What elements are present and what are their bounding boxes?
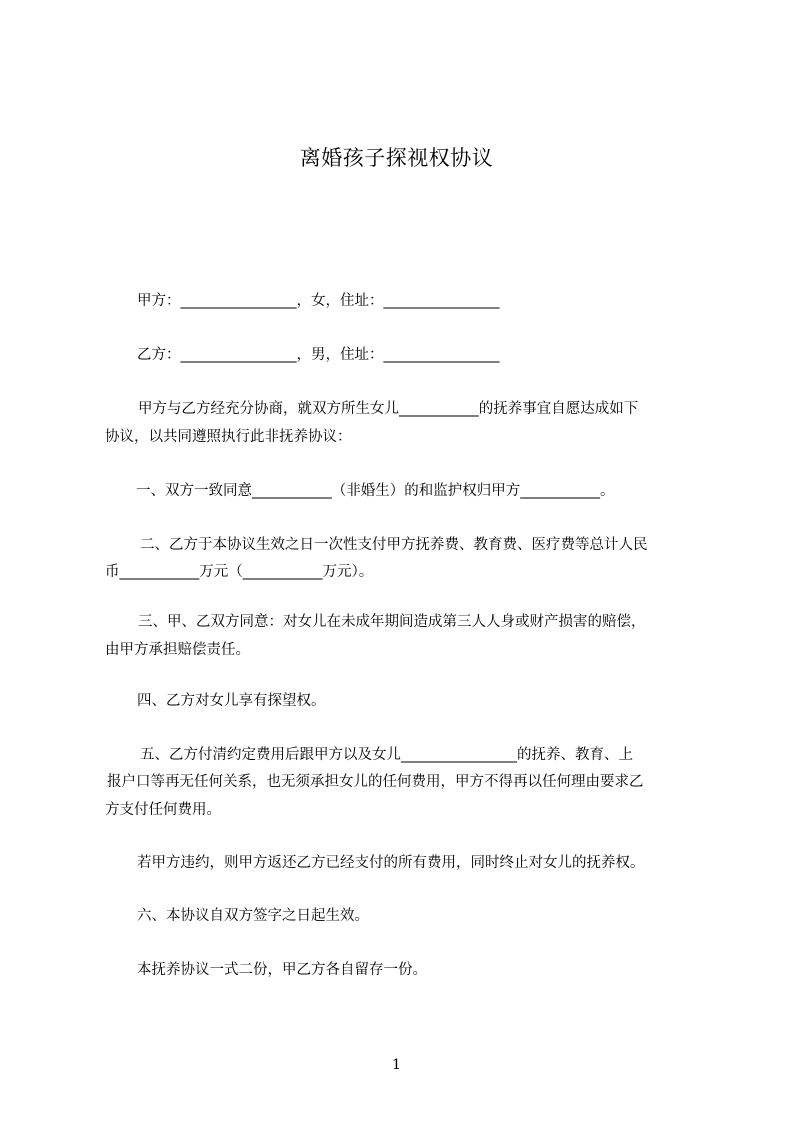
clause-6: 六、本协议自双方签字之日起生效。 [137,908,369,924]
clause-5-line-2: 报户口等再无任何关系，也无须承担女儿的任何费用，甲方不得再以任何理由要求乙 [107,774,644,790]
clause-2-line-2: 币___________万元（___________万元）。 [105,564,374,580]
clause-2-line-1: 二、乙方于本协议生效之日一次性支付甲方抚养费、教育费、医疗费等总计人民 [140,537,648,553]
intro-paragraph-line-1: 甲方与乙方经充分协商，就双方所生女儿___________的抚养事宜自愿达成如下 [138,401,639,417]
clause-5-line-3: 方支付任何费用。 [105,802,221,818]
intro-paragraph-line-2: 协议，以共同遵照执行此非抚养协议： [105,429,352,445]
copies-clause: 本抚养协议一式二份，甲乙方各自留存一份。 [137,962,427,978]
clause-5-line-1: 五、乙方付清约定费用后跟甲方以及女儿________________的抚养、教育、上 [140,747,633,763]
clause-3-line-1: 三、甲、乙双方同意：对女儿在未成年期间造成第三人人身或财产损害的赔偿， [138,614,646,630]
clause-1: 一、双方一致同意___________（非婚生）的和监护权归甲方___________。 [136,483,615,499]
document-title: 离婚孩子探视权协议 [299,146,494,170]
party-a-line: 甲方：________________，女，住址：________________ [137,293,500,309]
clause-3-line-2: 由甲方承担赔偿责任。 [105,642,250,658]
clause-4: 四、乙方对女儿享有探望权。 [137,693,326,709]
party-b-line: 乙方：________________，男，住址：________________ [137,347,500,363]
page-number: 1 [392,1057,401,1073]
breach-clause: 若甲方违约，则甲方返还乙方已经支付的所有费用，同时终止对女儿的抚养权。 [137,855,645,871]
